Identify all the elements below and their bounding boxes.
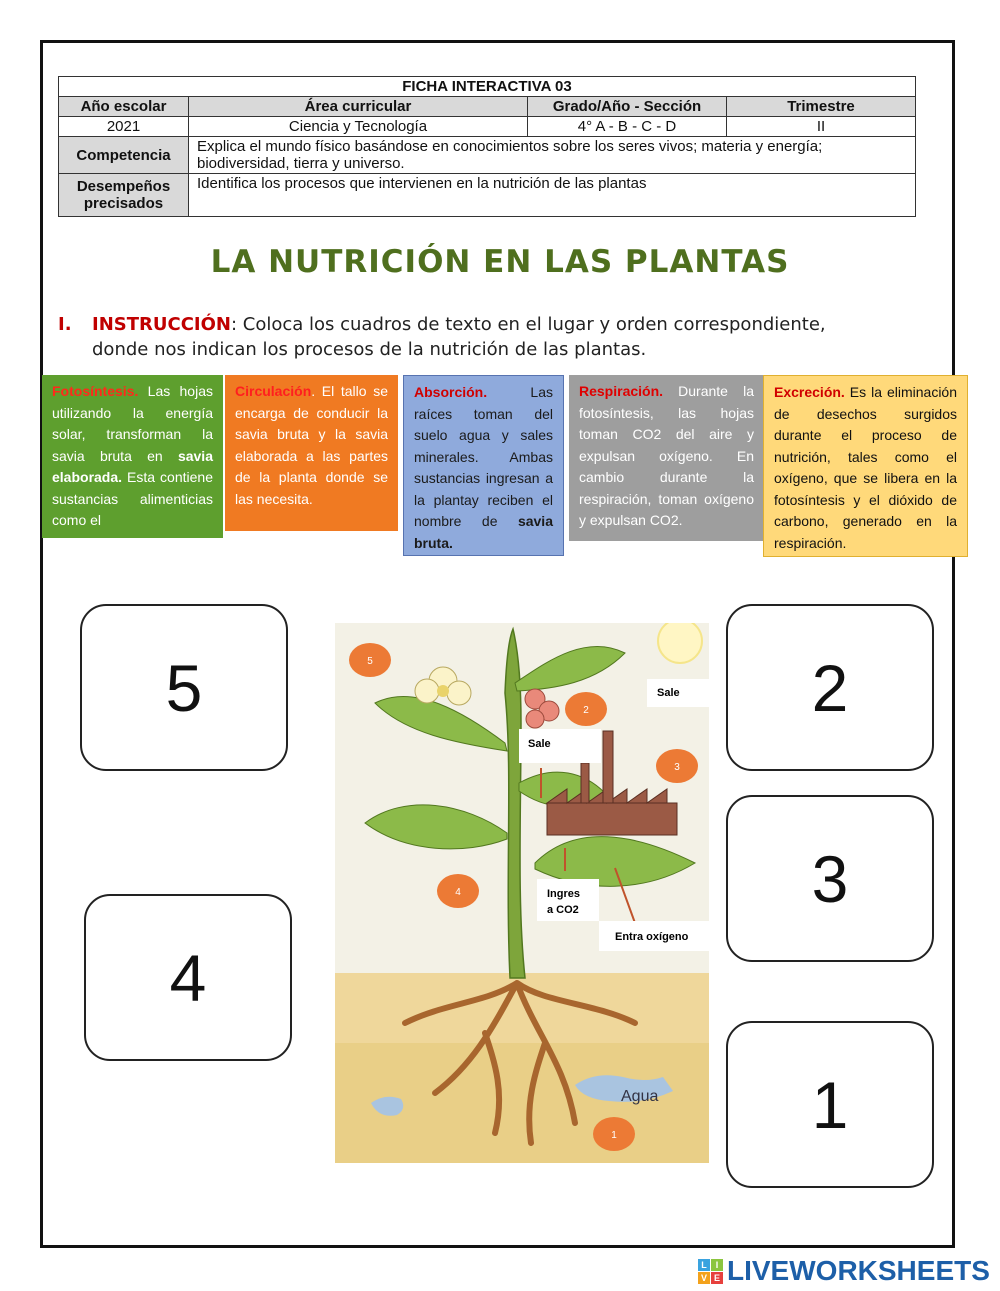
answer-box-3[interactable]: 3 [726, 795, 934, 962]
desempenos-text: Identifica los procesos que intervienen en la nutrición de las plantas [189, 174, 916, 217]
ficha-title: FICHA INTERACTIVA 03 [59, 77, 916, 97]
card-bold: savia elaborada. [52, 447, 213, 485]
card-text: Durante la fotosíntesis, las hojas toman CO2 del aire y expulsan oxígeno. En cambio durante la respiración, toman oxígeno y expulsan CO2. [579, 383, 754, 528]
brand-tile: E [711, 1272, 723, 1284]
card-heading: Fotosíntesis. [52, 383, 139, 399]
col-term: Trimestre [727, 97, 916, 117]
card-heading: Circulación [235, 383, 312, 399]
header-table [58, 76, 916, 217]
marker-label: 3 [674, 762, 680, 773]
card-text: . El tallo se encarga de conducir la savia bruta y la savia elaborada a las partes de la planta donde se las necesita. [235, 383, 388, 507]
marker-5[interactable] [349, 643, 391, 677]
card-circulacion[interactable] [225, 375, 398, 531]
marker-4[interactable] [437, 874, 479, 908]
card-text: Esta contiene sustancias alimenticias como el [52, 469, 213, 528]
card-fotosintesis[interactable] [42, 375, 223, 538]
col-area: Área curricular [189, 97, 528, 117]
card-respiracion[interactable] [569, 375, 764, 541]
label-sale-mid: Sale [528, 738, 551, 750]
instruction-line2: donde nos indican los procesos de la nutrición de las plantas. [92, 339, 647, 360]
marker-label: 1 [611, 1130, 617, 1141]
card-text: Las raíces toman del suelo agua y sales minerales. Ambas sustancias ingresan a la plantay reciben el nombre de [414, 384, 553, 529]
label-entra: Entra oxígeno [615, 931, 689, 943]
marker-2[interactable] [565, 692, 607, 726]
marker-1[interactable] [593, 1117, 635, 1151]
instruction-keyword: INSTRUCCIÓN [92, 314, 231, 335]
card-bold: savia bruta. [414, 513, 553, 551]
term-value: II [727, 117, 916, 137]
card-absorcion[interactable] [403, 375, 564, 556]
marker-label: 2 [583, 705, 589, 716]
marker-label: 4 [455, 887, 461, 898]
label-ingresa-2: a CO2 [547, 904, 579, 916]
card-text: Las hojas utilizando la energía solar, transforman la savia bruta en [52, 383, 213, 464]
answer-box-2[interactable]: 2 [726, 604, 934, 771]
competencia-text: Explica el mundo físico basándose en conocimientos sobre los seres vivos; materia y energía; biodiversidad, tierra y universo. [189, 137, 916, 174]
card-text: Es la eliminación de desechos surgidos durante el proceso de nutrición, tales como el oxígeno, que se libera en la fotosíntesis y el dióxido de carbono, generado en la respiración. [774, 384, 957, 551]
label-sale-top: Sale [657, 687, 680, 699]
answer-box-4[interactable]: 4 [84, 894, 292, 1061]
col-year: Año escolar [59, 97, 189, 117]
year-value: 2021 [59, 117, 189, 137]
card-excrecion[interactable] [763, 375, 968, 557]
brand-tile: V [698, 1272, 710, 1284]
brand-tile: L [698, 1259, 710, 1271]
page-title: LA NUTRICIÓN EN LAS PLANTAS [210, 244, 790, 280]
area-value: Ciencia y Tecnología [189, 117, 528, 137]
marker-3[interactable] [656, 749, 698, 783]
brand-icon [698, 1259, 723, 1284]
answer-box-5[interactable]: 5 [80, 604, 288, 771]
desempenos-label: Desempeños precisados [59, 174, 189, 217]
answer-box-1[interactable]: 1 [726, 1021, 934, 1188]
instruction-number: I. [58, 314, 72, 335]
sun-icon [658, 623, 702, 663]
competencia-label: Competencia [59, 137, 189, 174]
card-heading: Respiración. [579, 383, 664, 399]
grade-value: 4° A - B - C - D [528, 117, 727, 137]
instruction-line1: : Coloca los cuadros de texto en el lugar y orden correspondiente, [230, 314, 826, 335]
instruction [58, 312, 918, 362]
marker-label: 5 [367, 656, 373, 667]
label-agua: Agua [621, 1088, 659, 1105]
brand-logo [698, 1256, 990, 1286]
card-heading: Absorción. [414, 384, 488, 400]
col-grade: Grado/Año - Sección [528, 97, 727, 117]
card-heading: Excreción. [774, 384, 845, 400]
plant-diagram [335, 623, 709, 1163]
brand-name: LIVEWORKSHEETS [727, 1255, 990, 1286]
brand-tile: I [711, 1259, 723, 1271]
label-ingresa-1: Ingres [547, 888, 581, 900]
